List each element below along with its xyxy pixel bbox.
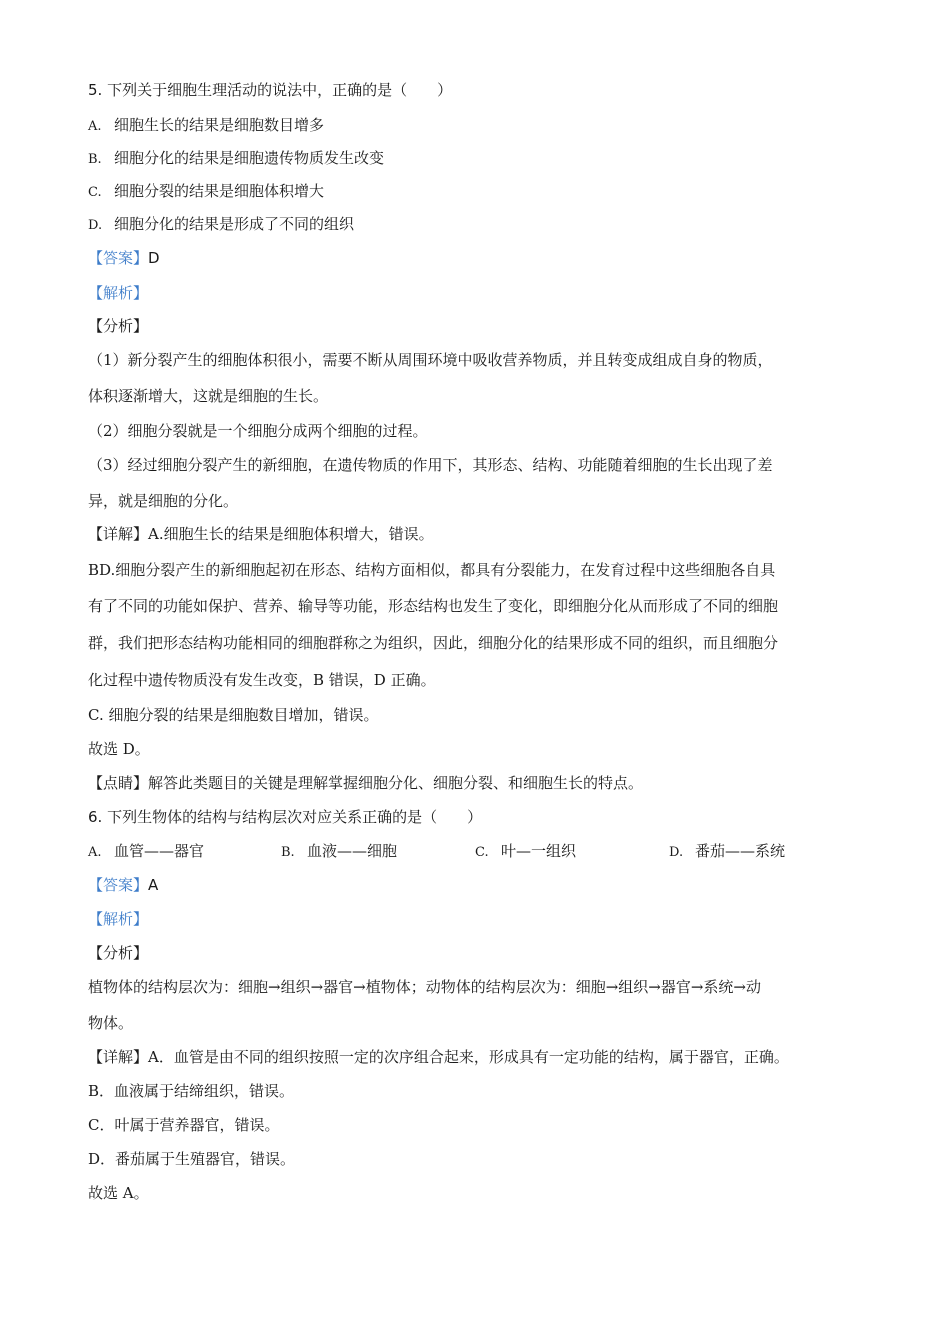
fenxi-line: （2）细胞分裂就是一个细胞分成两个细胞的过程。 xyxy=(88,422,428,440)
option-text: 番茄——系统 xyxy=(695,842,786,860)
xiangjie-line: C. 细胞分裂的结果是细胞数目增加，错误。 xyxy=(88,706,379,724)
option-text: 叶—一组织 xyxy=(501,842,577,860)
question-number: 5. xyxy=(88,81,103,99)
option-letter: B. xyxy=(88,152,102,167)
question-text: 下列生物体的结构与结构层次对应关系正确的是（ ） xyxy=(107,808,483,826)
xiangjie-line: 化过程中遗传物质没有发生改变，B 错误，D 正确。 xyxy=(88,671,436,689)
jiexi-tag: 【解析】 xyxy=(88,910,149,928)
fenxi-tag: 【分析】 xyxy=(88,944,149,962)
xiangjie-line: 有了不同的功能如保护、营养、输导等功能，形态结构也发生了变化，即细胞分化从而形成了不同的细胞 xyxy=(88,597,779,615)
fenxi-tag: 【分析】 xyxy=(88,317,149,335)
option-a xyxy=(88,841,204,863)
option-letter: D. xyxy=(88,218,103,233)
jiexi-tag: 【解析】 xyxy=(88,284,149,302)
answer-line xyxy=(88,248,160,268)
option-text: 细胞分化的结果是细胞遗传物质发生改变 xyxy=(114,149,385,167)
option-d xyxy=(669,841,785,863)
answer-tag: 【答案】 xyxy=(88,876,149,894)
question-6-stem xyxy=(88,807,482,827)
xiangjie-text: A.细胞生长的结果是细胞体积增大，错误。 xyxy=(148,525,434,543)
xiangjie-line xyxy=(88,524,434,544)
xiangjie-line: C．叶属于营养器官，错误。 xyxy=(88,1116,280,1134)
xiangjie-text: A．血管是由不同的组织按照一定的次序组合起来，形成具有一定功能的结构，属于器官，正确。 xyxy=(148,1048,789,1066)
answer-line xyxy=(88,875,158,895)
answer-value: D xyxy=(148,249,160,267)
option-d xyxy=(88,214,354,236)
answer-value: A xyxy=(148,876,159,894)
dianjing-line xyxy=(88,773,643,793)
option-text: 细胞分裂的结果是细胞体积增大 xyxy=(114,182,325,200)
option-text: 血液——细胞 xyxy=(307,842,398,860)
xiangjie-line xyxy=(88,1047,789,1067)
question-text: 下列关于细胞生理活动的说法中，正确的是（ ） xyxy=(107,81,453,99)
xiangjie-line: BD.细胞分裂产生的新细胞起初在形态、结构方面相似，都具有分裂能力，在发育过程中这些细胞各自具 xyxy=(88,561,776,579)
option-b xyxy=(281,841,397,863)
xiangjie-line: B．血液属于结缔组织，错误。 xyxy=(88,1082,295,1100)
fenxi-line: 体积逐渐增大，这就是细胞的生长。 xyxy=(88,387,329,405)
fenxi-line: 异，就是细胞的分化。 xyxy=(88,492,239,510)
fenxi-line: 物体。 xyxy=(88,1014,134,1032)
xiangjie-tag: 【详解】 xyxy=(88,1048,149,1066)
option-c xyxy=(475,841,576,863)
fenxi-line: （3）经过细胞分裂产生的新细胞，在遗传物质的作用下，其形态、结构、功能随着细胞的生长出现了差 xyxy=(88,456,773,474)
option-letter: D. xyxy=(669,845,684,860)
answer-tag: 【答案】 xyxy=(88,249,149,267)
option-letter: A. xyxy=(88,119,102,134)
option-letter: B. xyxy=(281,845,295,860)
option-letter: C. xyxy=(88,185,102,200)
xiangjie-line: 故选 A。 xyxy=(88,1184,149,1202)
option-a xyxy=(88,115,324,137)
dianjing-tag: 【点睛】 xyxy=(88,774,149,792)
option-text: 细胞分化的结果是形成了不同的组织 xyxy=(114,215,355,233)
fenxi-line: （1）新分裂产生的细胞体积很小，需要不断从周围环境中吸收营养物质，并且转变成组成自身的物质， xyxy=(88,351,773,369)
option-text: 血管——器官 xyxy=(114,842,205,860)
option-letter: C. xyxy=(475,845,489,860)
xiangjie-line: D．番茄属于生殖器官，错误。 xyxy=(88,1150,296,1168)
option-text: 细胞生长的结果是细胞数目增多 xyxy=(114,116,325,134)
question-5-stem xyxy=(88,80,452,100)
option-c xyxy=(88,181,324,203)
xiangjie-tag: 【详解】 xyxy=(88,525,149,543)
xiangjie-line: 故选 D。 xyxy=(88,740,150,758)
dianjing-text: 解答此类题目的关键是理解掌握细胞分化、细胞分裂、和细胞生长的特点。 xyxy=(148,774,644,792)
fenxi-line: 植物体的结构层次为：细胞→组织→器官→植物体；动物体的结构层次为：细胞→组织→器官→系统→动 xyxy=(88,978,761,996)
option-b xyxy=(88,148,384,170)
question-number: 6. xyxy=(88,808,103,826)
option-letter: A. xyxy=(88,845,102,860)
xiangjie-line: 群，我们把形态结构功能相同的细胞群称之为组织，因此，细胞分化的结果形成不同的组织，而且细胞分 xyxy=(88,634,779,652)
